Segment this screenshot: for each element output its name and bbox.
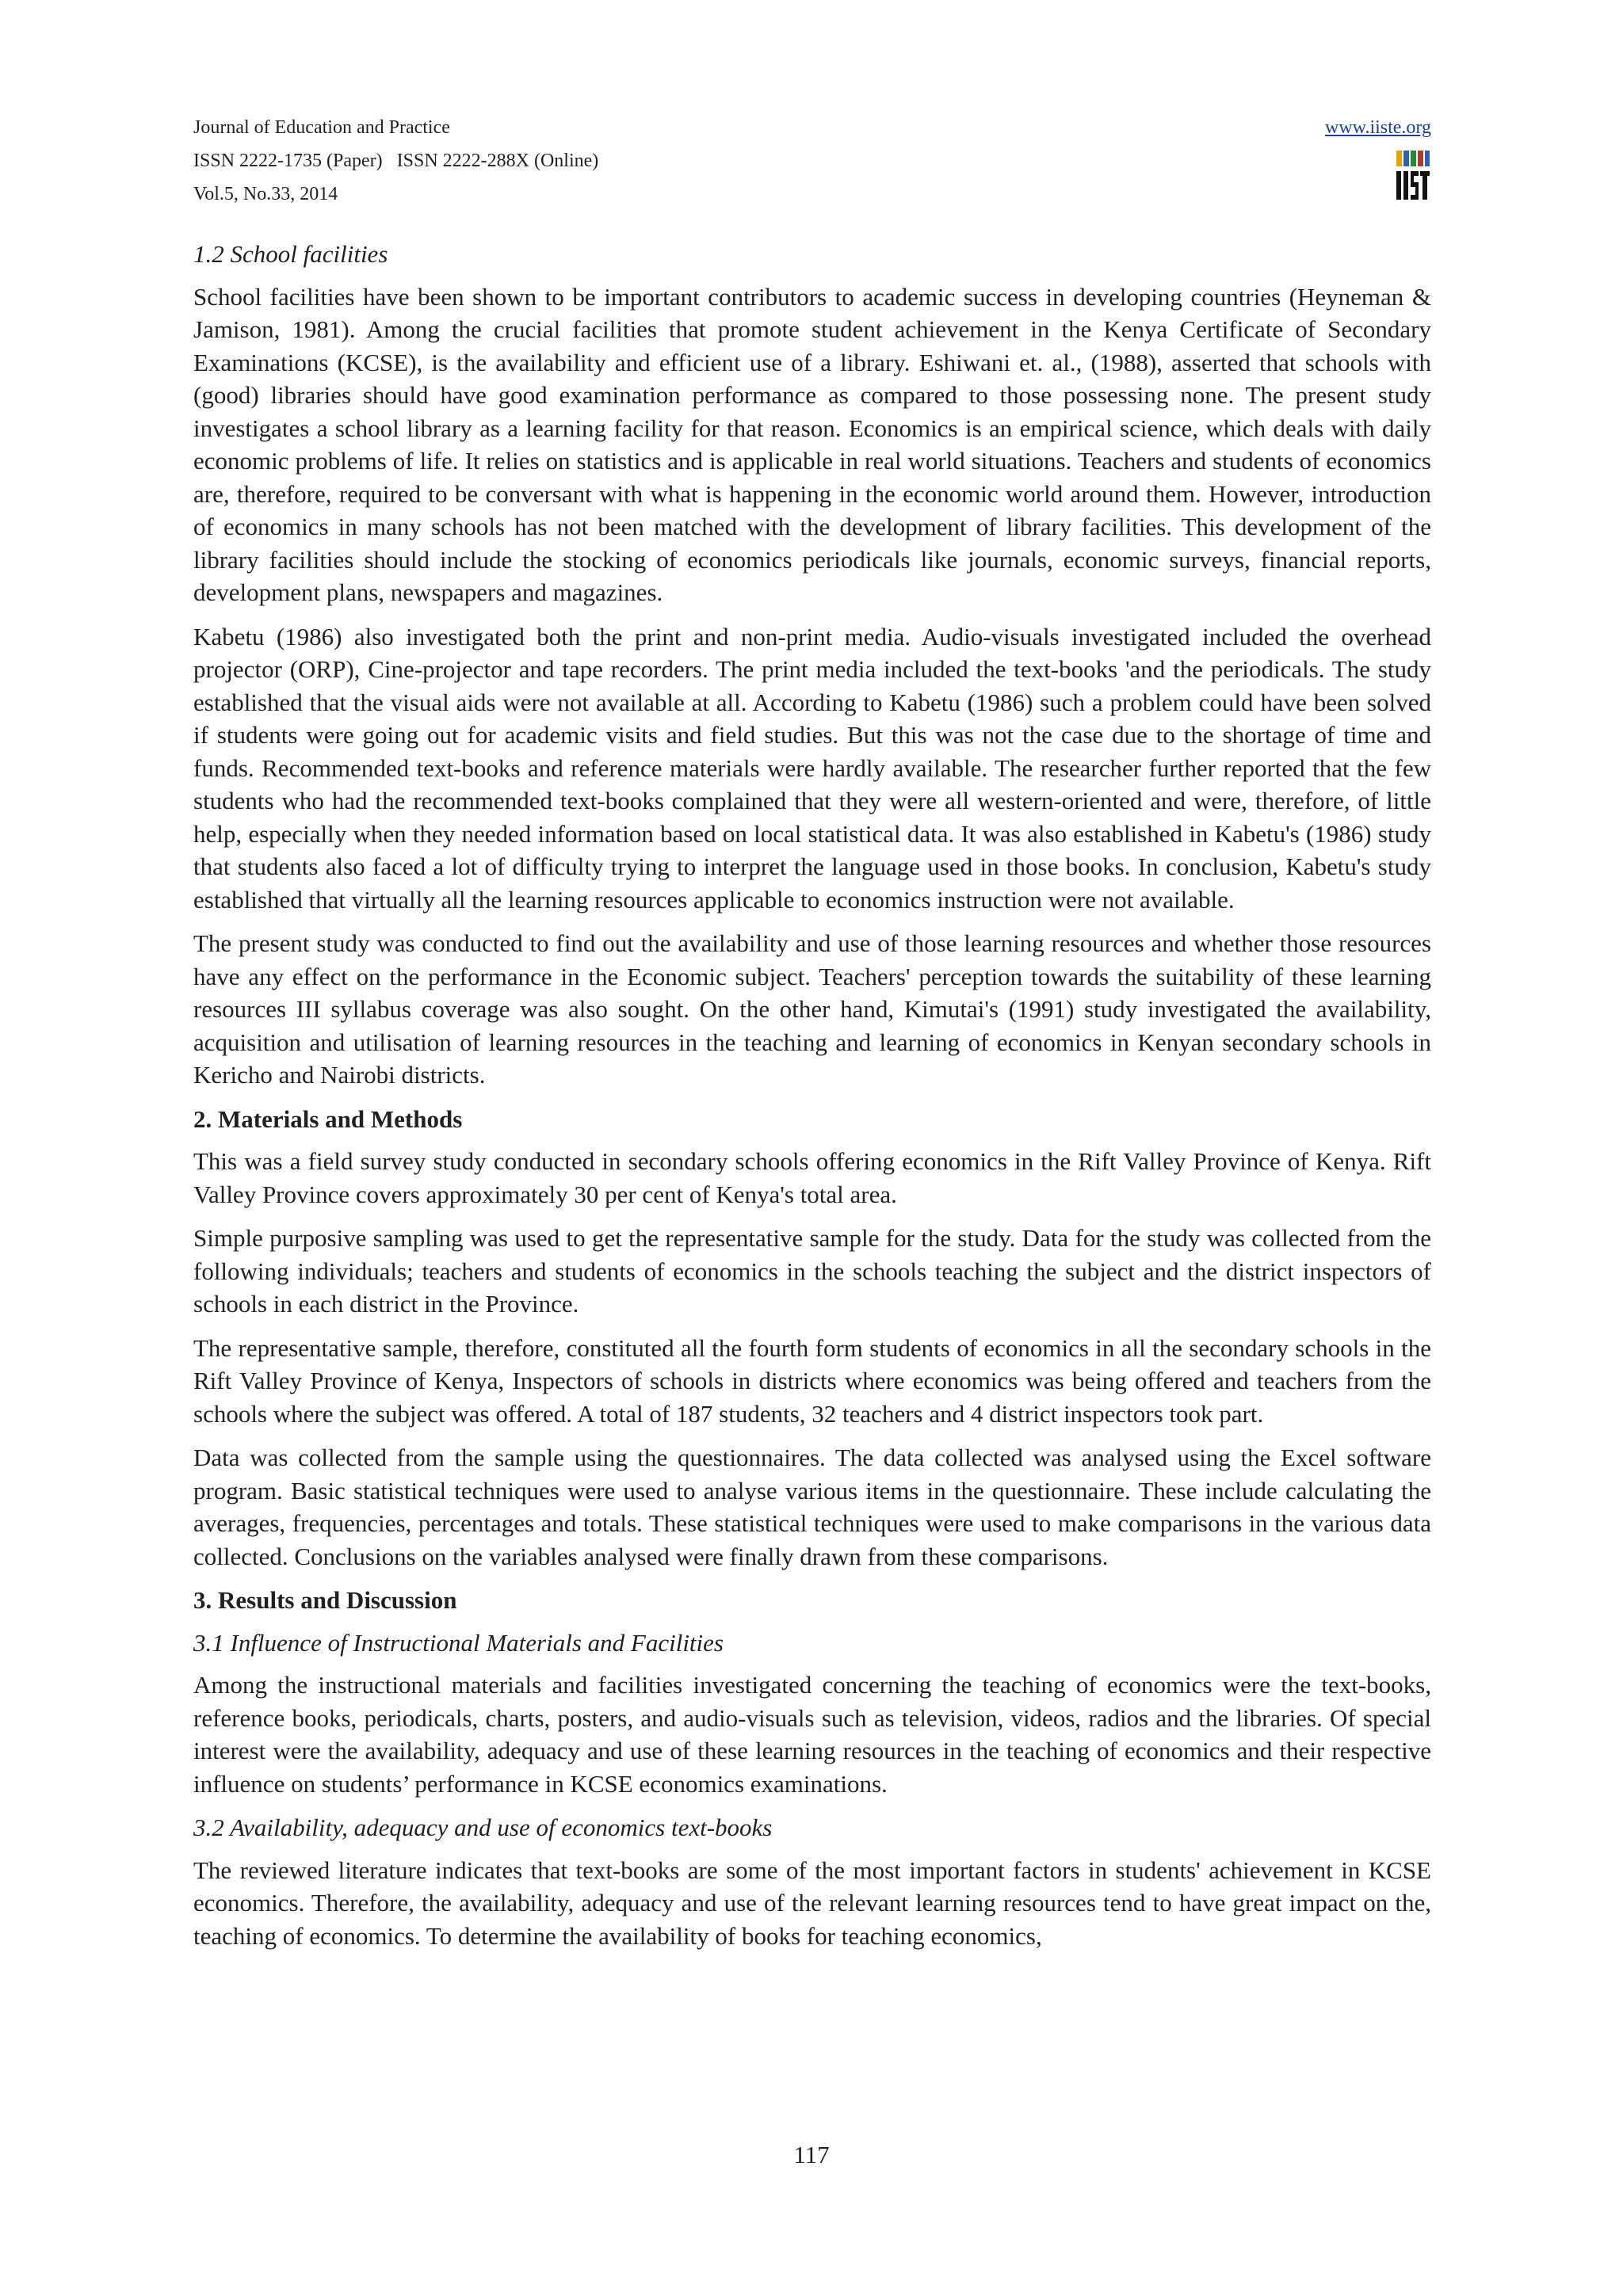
paragraph: School facilities have been shown to be important contributors to academic success in developing countries (Heyneman & Jamison, 1981). Among the crucial facilities that promote student achievement in the Kenya Certificate of Secondary Examinations (KCSE), is the availability and efficient use of a library. Eshiwani et. al., (1988), asserted that schools with (good) libraries should have good examination performance as compared to those possessing none. The present study investigates a school library as a learning facility for that reason. Economics is an empirical science, which deals with daily economic problems of life. It relies on statistics and is applicable in real world situations. Teachers and students of economics are, therefore, required to be conversant with what is happening in the economic world around them. However, introduction of economics in many schools has not been matched with the development of library facilities. This development of the library facilities should include the stocking of economics periodicals like journals, economic surveys, financial reports, development plans, newspapers and magazines. <box>193 282 1431 606</box>
journal-issn: ISSN 2222-1735 (Paper) ISSN 2222-288X (Online) <box>193 151 599 171</box>
page-header <box>193 111 1431 214</box>
journal-info <box>193 111 598 211</box>
journal-name: Journal of Education and Practice <box>193 117 450 138</box>
paragraph: Kabetu (1986) also investigated both the print and non-print media. Audio-visuals investigated included the overhead projector (ORP), Cine-projector and tape recorders. The print media included the text-books 'and the periodicals. The study established that the visual aids were not available at all. According to Kabetu (1986) such a problem could have been solved if students were going out for academic visits and field studies. But this was not the case due to the shortage of time and funds. Recommended text-books and reference materials were hardly available. The researcher further reported that the few students who had the recommended text-books complained that they were all western-oriented and were, therefore, of little help, especially when they needed information based on local statistical data. It was also established in Kabetu's (1986) study that students also faced a lot of difficulty trying to interpret the language used in those books. In conclusion, Kabetu's study established that virtually all the learning resources applicable to economics instruction were not available. <box>193 622 1431 913</box>
paragraph: Simple purposive sampling was used to get the representative sample for the study. Data for the study was collected from the following individuals; teachers and students of economics in the schools teaching the subject and the district inspectors of schools in each district in the Province. <box>193 1224 1431 1318</box>
article-body <box>193 238 1431 1963</box>
page-number: 117 <box>793 2141 830 2168</box>
paragraph: Data was collected from the sample using the questionnaires. The data collected was analysed using the Excel software program. Basic statistical techniques were used to analyse various items in the questionnaire. These include calculating the averages, frequencies, percentages and totals. These statistical techniques were used to make comparisons in the various data collected. Conclusions on the variables analysed were finally drawn from these comparisons. <box>193 1444 1431 1570</box>
section-heading-2: 2. Materials and Methods <box>193 1104 463 1133</box>
paragraph: The present study was conducted to find out the availability and use of those learning resources and whether those resources have any effect on the performance in the Economic subject. Teachers' perception towards the suitability of these learning resources III syllabus coverage was also sought. On the other hand, Kimutai's (1991) study investigated the availability, acquisition and utilisation of learning resources in the teaching and learning of economics in Kenyan secondary schools in Kericho and Nairobi districts. <box>193 929 1431 1089</box>
paragraph: Among the instructional materials and facilities investigated concerning the teaching of economics were the text-books, reference books, periodicals, charts, posters, and audio-visuals such as television, videos, radios and the libraries. Of special interest were the availability, adequacy and use of these learning resources in the teaching of economics and their respective influence on students’ performance in KCSE economics examinations. <box>193 1671 1431 1798</box>
section-heading-1-2: 1.2 School facilities <box>193 240 388 268</box>
paragraph: This was a field survey study conducted in secondary schools offering economics in the Rift Valley Province of Kenya. Rift Valley Province covers approximately 30 per cent of Kenya's total area. <box>193 1147 1431 1208</box>
iiste-logo <box>1395 147 1431 203</box>
section-heading-3: 3. Results and Discussion <box>193 1586 457 1614</box>
journal-volume: Vol.5, No.33, 2014 <box>193 184 338 204</box>
section-heading-3-2: 3.2 Availability, adequacy and use of economics text-books <box>193 1814 773 1841</box>
section-heading-3-1: 3.1 Influence of Instructional Materials and Facilities <box>193 1628 724 1657</box>
paragraph: The representative sample, therefore, constituted all the fourth form students of economics in all the secondary schools in the Rift Valley Province of Kenya, Inspectors of schools in districts where economics was being offered and teachers from the schools where the subject was offered. A total of 187 students, 32 teachers and 4 district inspectors took part. <box>193 1333 1431 1428</box>
paragraph: The reviewed literature indicates that text-books are some of the most important factors in students' achievement in KCSE economics. Therefore, the availability, adequacy and use of the relevant learning resources tend to have great impact on the, teaching of economics. To determine the availability of books for teaching economics, <box>193 1855 1431 1950</box>
journal-website-link[interactable]: www.iiste.org <box>1325 117 1431 138</box>
